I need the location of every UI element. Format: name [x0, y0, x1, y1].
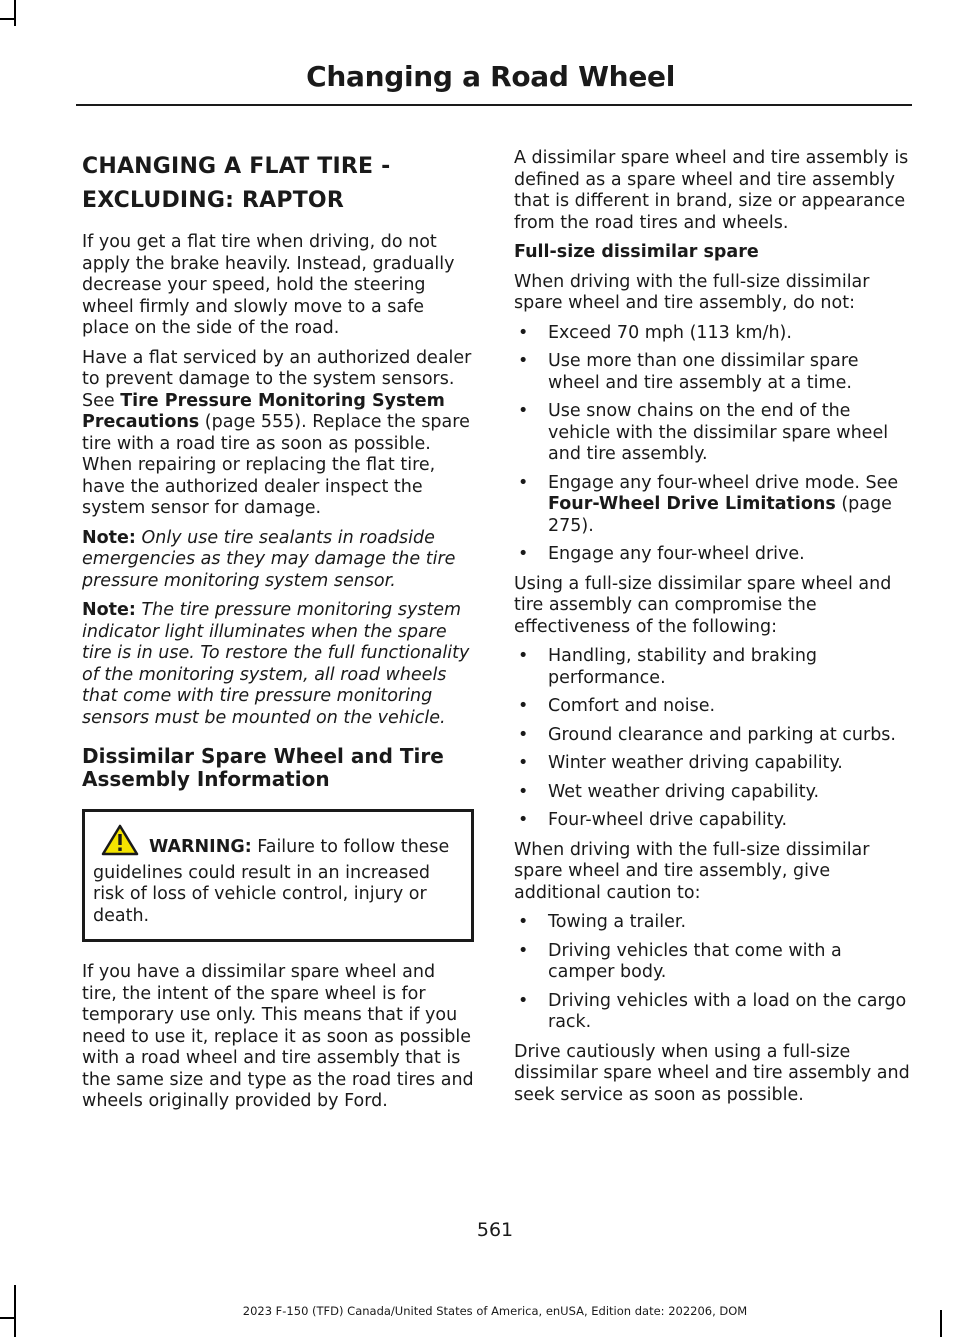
- list-item: • Engage any four-wheel drive mode. See Four-Wheel Drive Limitations (page 275).: [518, 472, 899, 536]
- section-title-line1: CHANGING A FLAT TIRE -: [82, 154, 391, 179]
- page-number: 561: [476, 1219, 514, 1241]
- list-item: • Driving vehicles that come with a camper body.: [518, 940, 842, 982]
- list-item: • Use more than one dissimilar spare wheel and tire assembly at a time.: [518, 351, 859, 393]
- list-item: • Four-wheel drive capability.: [518, 810, 788, 830]
- subsection-title: Dissimilar Spare Wheel and Tire Assembly Information: [82, 744, 444, 791]
- full-size-heading: Full-size dissimilar spare: [514, 242, 759, 262]
- intro-paragraph: If you get a flat tire when driving, do not apply the brake heavily. Instead, gradually decrease your speed, hold the steering wheel firmly and slowly move to a safe place on the side of the road.: [82, 232, 455, 338]
- note-sealants: Note: Only use tire sealants in roadside emergencies as they may damage the tire pressure monitoring system sensor.: [82, 527, 456, 591]
- note-indicator-light: Note: The tire pressure monitoring system indicator light illuminates when the spare tire is in use. To restore the full functionality of the monitoring system, all road wheels that come with tire pressure monitoring sensors must be mounted on the vehicle.: [82, 600, 470, 728]
- service-paragraph: Have a flat serviced by an authorized dealer to prevent damage to the system sensors. See Tire Pressure Monitoring System Precautions (page 555). Replace the spare tire with a road tire as soon as possible. When repairing or replacing the flat tire, have the authorized dealer inspect the system sensor for damage.: [82, 347, 472, 518]
- list-item: • Ground clearance and parking at curbs.: [518, 724, 896, 745]
- crop-mark: [0, 18, 16, 20]
- list-item: • Handling, stability and braking performance.: [518, 646, 818, 688]
- list-item: • Engage any four-wheel drive.: [518, 544, 805, 564]
- edition-footer: 2023 F-150 (TFD) Canada/United States of America, enUSA, Edition date: 202206, DOM: [242, 1304, 748, 1318]
- warning-triangle-icon: [101, 824, 139, 863]
- compromise-intro: Using a full-size dissimilar spare wheel and tire assembly can compromise the effectiveness of the following:: [514, 573, 892, 637]
- list-item: • Driving vehicles with a load on the cargo rack.: [518, 990, 907, 1032]
- warning-box: [82, 809, 474, 942]
- caution-intro: When driving with the full-size dissimilar spare wheel and tire assembly, give additional caution to:: [514, 839, 870, 903]
- dissimilar-spare-paragraph: If you have a dissimilar spare wheel and tire, the intent of the spare wheel is for temporary use only. This means that if you need to use it, replace it as soon as possible with a road wheel and tire assembly that is the same size and type as the road tires and wheels originally provided by Ford.: [82, 962, 474, 1111]
- do-not-intro: When driving with the full-size dissimilar spare wheel and tire assembly, do not:: [514, 271, 870, 313]
- effectiveness-list: [514, 646, 910, 832]
- left-column: [82, 150, 474, 1121]
- warning-label: WARNING:: [149, 837, 252, 857]
- tpms-precautions-link[interactable]: Tire Pressure Monitoring System Precautions: [82, 390, 445, 432]
- do-not-list: [514, 323, 910, 566]
- crop-mark: [14, 0, 16, 26]
- list-item: • Towing a trailer.: [518, 912, 687, 932]
- page-header-title: Changing a Road Wheel: [306, 60, 675, 93]
- caution-list: [514, 912, 910, 1034]
- list-item: • Wet weather driving capability.: [518, 781, 820, 802]
- section-title: [82, 150, 474, 218]
- list-item: • Use snow chains on the end of the vehicle with the dissimilar spare wheel and tire assembly.: [518, 401, 889, 464]
- list-item: • Winter weather driving capability.: [518, 753, 843, 773]
- warning-text: Failure to follow these guidelines could result in an increased risk of loss of vehicle control, injury or death.: [93, 837, 450, 926]
- section-title-line2: EXCLUDING: RAPTOR: [82, 188, 344, 213]
- right-column: [514, 148, 910, 1114]
- list-item: • Exceed 70 mph (113 km/h).: [518, 322, 792, 343]
- closing-paragraph: Drive cautiously when using a full-size dissimilar spare wheel and tire assembly and seek service as soon as possible.: [514, 1041, 910, 1105]
- header-divider: [76, 104, 912, 106]
- definition-paragraph: A dissimilar spare wheel and tire assembly is defined as a spare wheel and tire assembly that is different in brand, size or appearance from the road tires and wheels.: [514, 148, 909, 233]
- four-wheel-drive-limitations-link[interactable]: Four-Wheel Drive Limitations: [548, 494, 836, 514]
- list-item: • Comfort and noise.: [518, 696, 716, 716]
